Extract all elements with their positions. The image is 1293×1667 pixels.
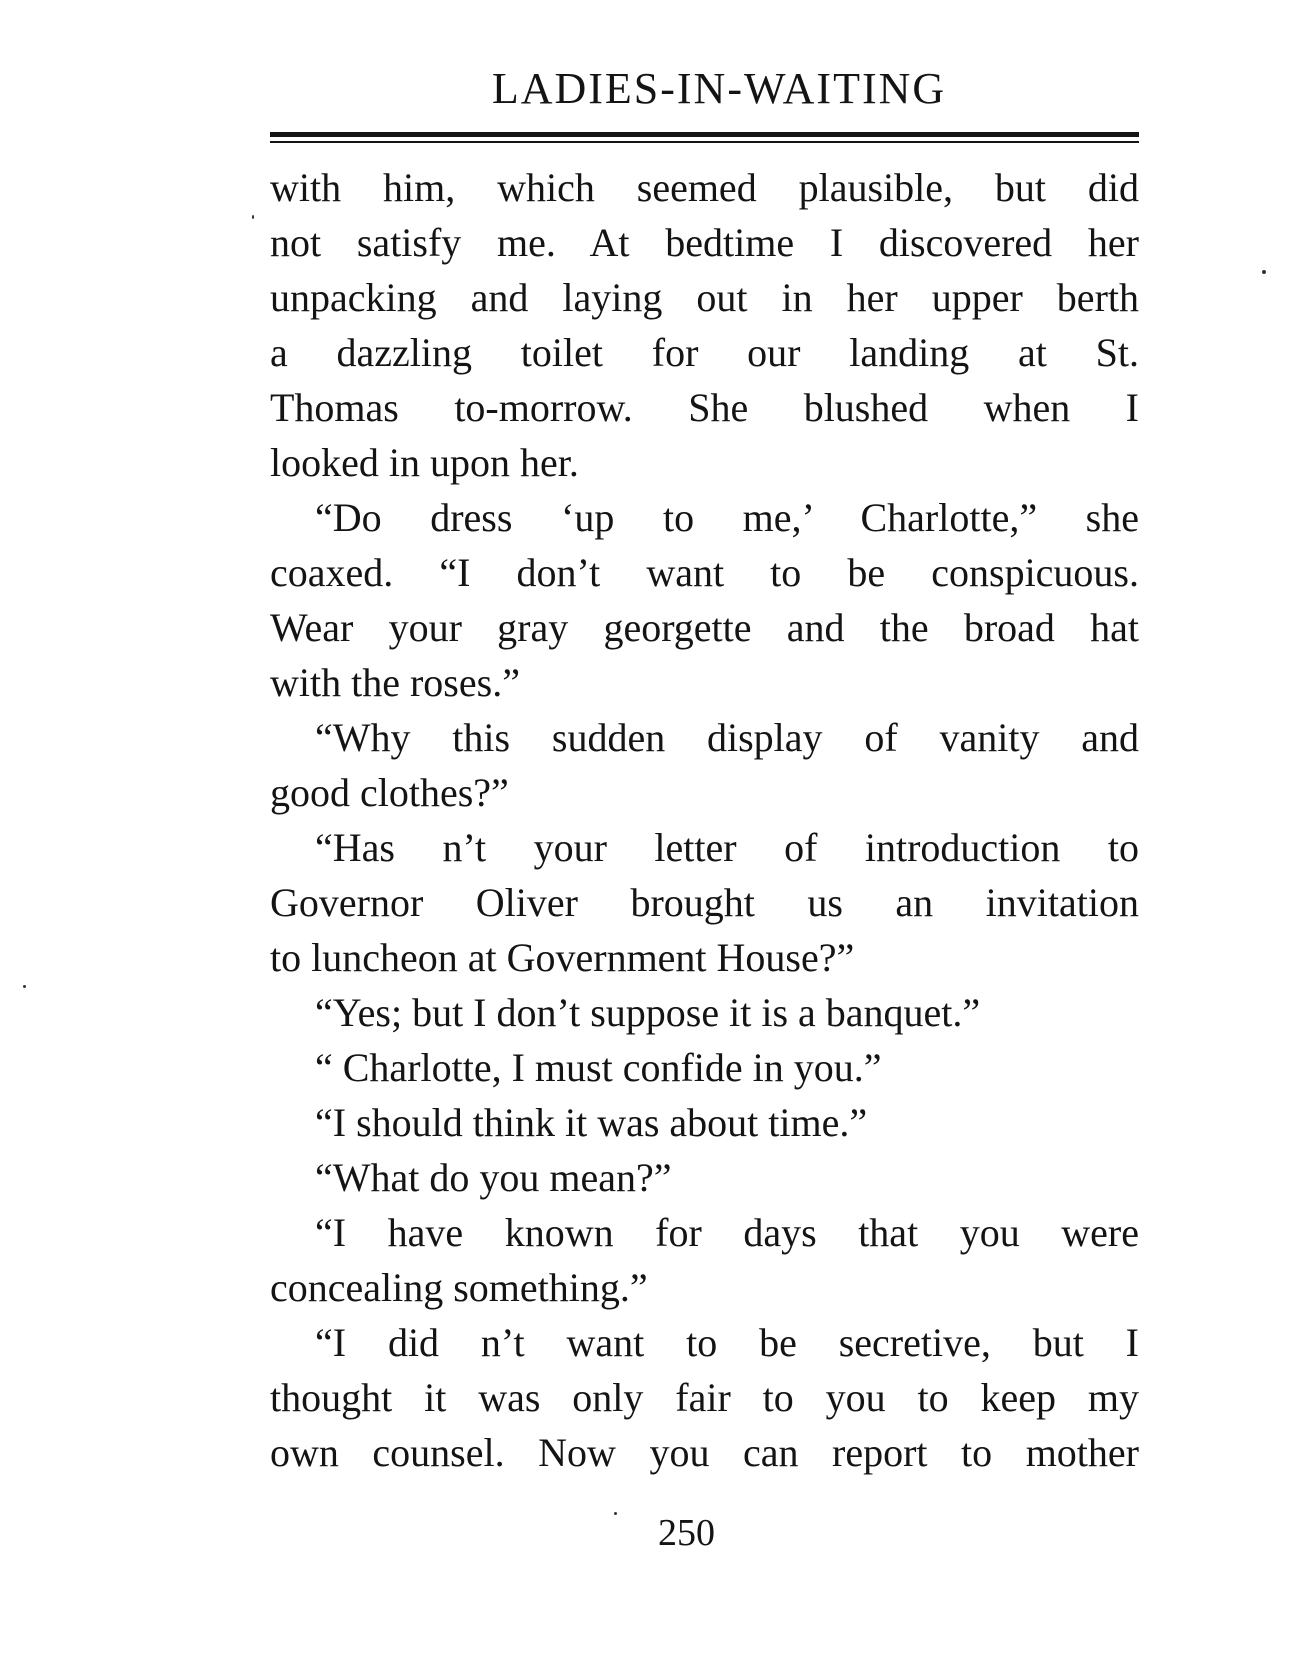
header-rule-thick (270, 132, 1139, 137)
text-line: “ Charlotte, I must confide in you.” (315, 1045, 882, 1090)
text-line: “Yes; but I don’t suppose it is a banquet.” (315, 990, 981, 1035)
text-line: “Why this sudden display of vanity and (315, 715, 1139, 760)
text-line: with the roses.” (270, 660, 520, 705)
scan-speck (23, 985, 26, 988)
text-line: a dazzling toilet for our landing at St. (270, 330, 1139, 375)
text-line: “I did n’t want to be secretive, but I (315, 1320, 1139, 1365)
scan-speck (252, 215, 254, 219)
text-line: “What do you mean?” (315, 1155, 672, 1200)
text-line: thought it was only fair to you to keep my (270, 1375, 1139, 1420)
text-line: “Has n’t your letter of introduction to (315, 825, 1139, 870)
header-rule-thin (270, 141, 1139, 143)
text-line: “I should think it was about time.” (315, 1100, 868, 1145)
text-line: Thomas to-morrow. She blushed when I (270, 385, 1139, 430)
text-line: not satisfy me. At bedtime I discovered her (270, 220, 1139, 265)
text-line: Governor Oliver brought us an invitation (270, 880, 1139, 925)
body-text (270, 160, 1139, 1480)
text-line: unpacking and laying out in her upper berth (270, 275, 1139, 320)
page-number: 250 (658, 1512, 715, 1554)
text-line: good clothes?” (270, 770, 509, 815)
text-line: looked in upon her. (270, 440, 579, 485)
text-line: with him, which seemed plausible, but did (270, 165, 1139, 210)
text-line: Wear your gray georgette and the broad hat (270, 605, 1139, 650)
text-line: own counsel. Now you can report to mother (270, 1430, 1139, 1475)
scan-speck (614, 1512, 617, 1515)
text-line: coaxed. “I don’t want to be conspicuous. (270, 550, 1139, 595)
text-line: to luncheon at Government House?” (270, 935, 855, 980)
text-line: concealing something.” (270, 1265, 648, 1310)
scan-speck (1262, 270, 1266, 274)
text-line: “I have known for days that you were (315, 1210, 1139, 1255)
running-head (0, 62, 1293, 116)
running-head-text: LADIES-IN-WAITING (491, 64, 947, 113)
text-line: “Do dress ‘up to me,’ Charlotte,” she (315, 495, 1139, 540)
